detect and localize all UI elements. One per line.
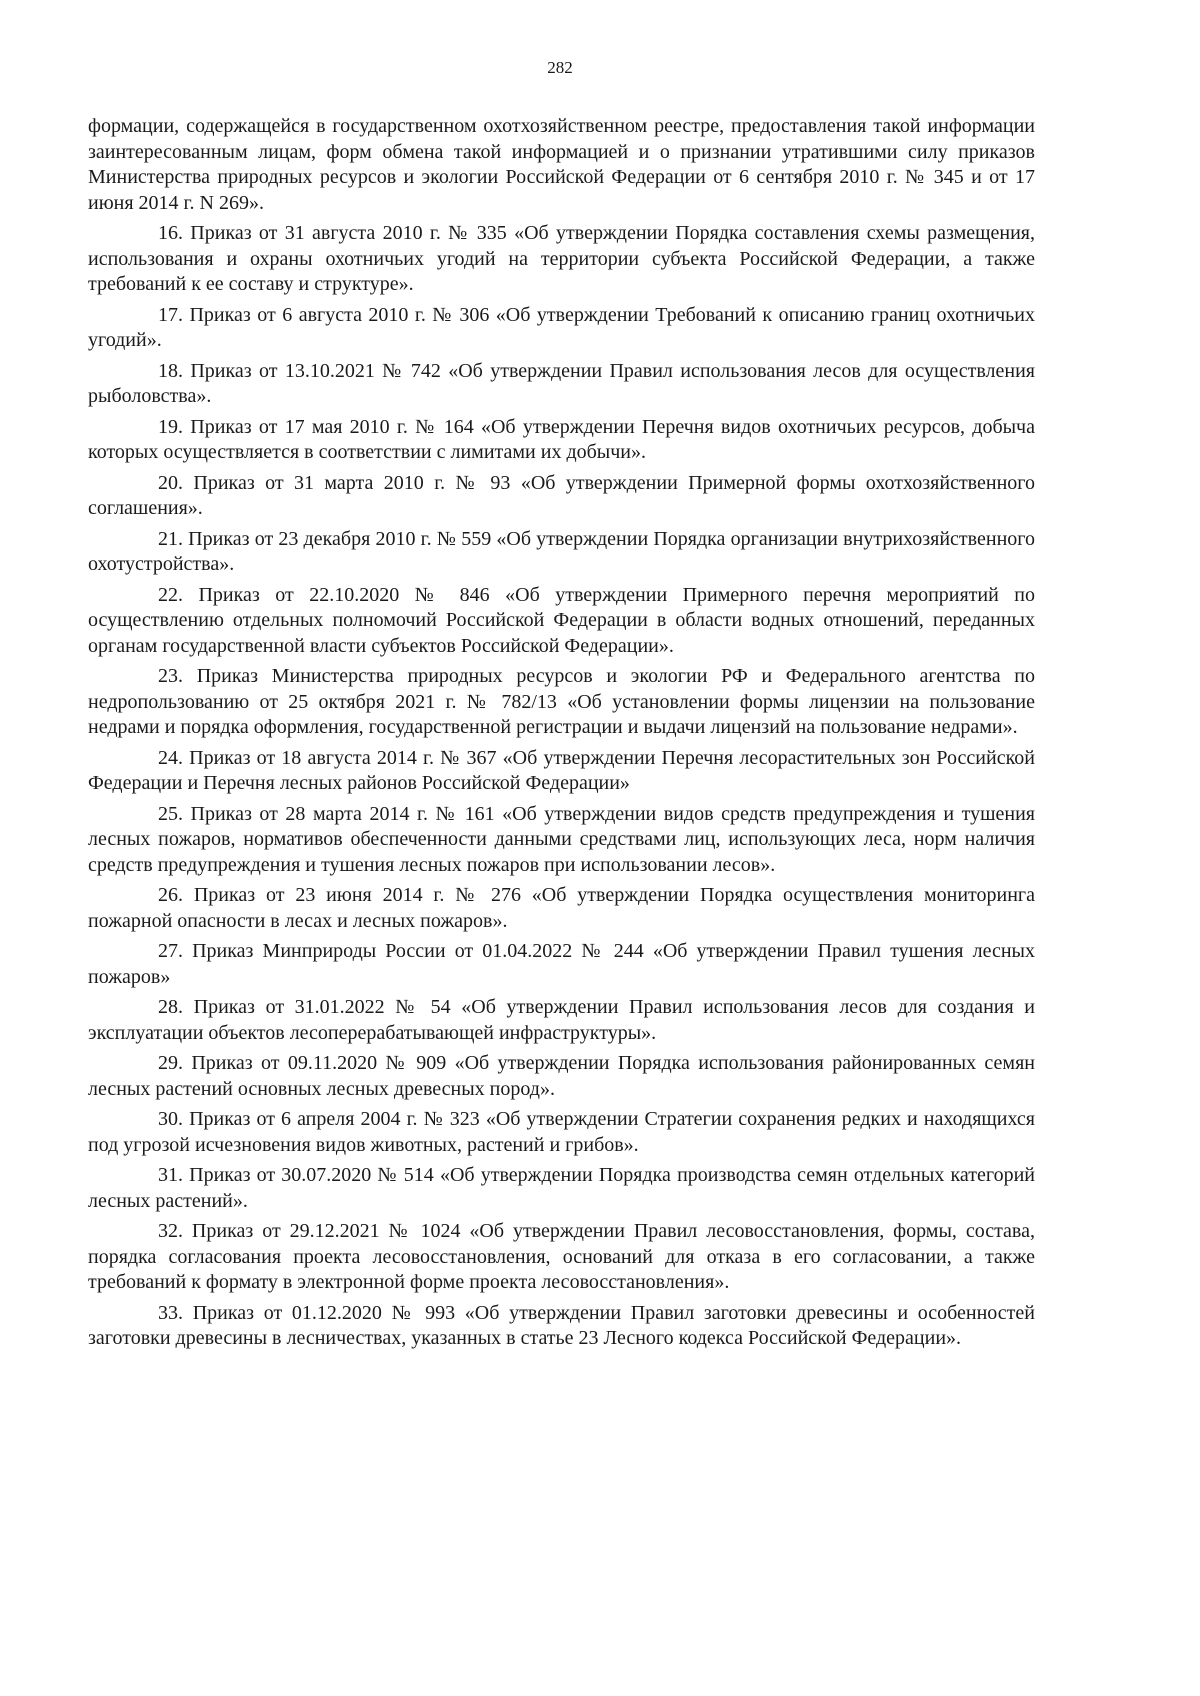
list-item-30: 30. Приказ от 6 апреля 2004 г. № 323 «Об утверждении Стратегии сохранения редких и находящихся под угрозой исчезновения видов животных, растений и грибов». [88, 1108, 1035, 1156]
list-item-29: 29. Приказ от 09.11.2020 № 909 «Об утверждении Порядка использования районированных семян лесных растений основных лесных древесных пород». [88, 1052, 1035, 1100]
list-item-19: 19. Приказ от 17 мая 2010 г. № 164 «Об утверждении Перечня видов охотничьих ресурсов, добыча которых осуществляется в соответствии с лимитами их добычи». [88, 415, 1035, 463]
list-item-31: 31. Приказ от 30.07.2020 № 514 «Об утверждении Порядка производства семян отдельных категорий лесных растений». [88, 1164, 1035, 1212]
list-item-27: 27. Приказ Минприроды России от 01.04.2022 № 244 «Об утверждении Правил тушения лесных пожаров» [88, 940, 1035, 988]
list-item-32: 32. Приказ от 29.12.2021 № 1024 «Об утверждении Правил лесовосстановления, формы, состава, порядка согласования проекта лесовосстановления, оснований для отказа в его согласовании, а также требований к формату в электронной форме проекта лесовосстановления». [88, 1220, 1035, 1293]
list-item-33: 33. Приказ от 01.12.2020 № 993 «Об утверждении Правил заготовки древесины и особенностей заготовки древесины в лесничествах, указанных в статье 23 Лесного кодекса Российской Федерации». [88, 1301, 1035, 1349]
list-item-17: 17. Приказ от 6 августа 2010 г. № 306 «Об утверждении Требований к описанию границ охотничьих угодий». [88, 303, 1035, 351]
list-item-23: 23. Приказ Министерства природных ресурсов и экологии РФ и Федерального агентства по недропользованию от 25 октября 2021 г. № 782/13 «Об установлении формы лицензии на пользование недрами и порядка оформления, государственной регистрации и выдачи лицензий на пользование недрами». [88, 665, 1035, 738]
continuation-paragraph: формации, содержащейся в государственном охотхозяйственном реестре, предоставления такой информации заинтересованным лицам, форм обмена такой информацией и о признании утратившими силу приказов Министерства природных ресурсов и экологии Российской Федерации от 6 сентября 2010 г. № 345 и от 17 июня 2014 г. N 269». [88, 115, 1035, 214]
document-body [88, 114, 1035, 1357]
list-item-22: 22. Приказ от 22.10.2020 № 846 «Об утверждении Примерного перечня мероприятий по осуществлению отдельных полномочий Российской Федерации в области водных отношений, переданных органам государственной власти субъектов Российской Федерации». [88, 583, 1035, 657]
list-item-25: 25. Приказ от 28 марта 2014 г. № 161 «Об утверждении видов средств предупреждения и тушения лесных пожаров, нормативов обеспеченности данными средствами лиц, использующих леса, норм наличия средств предупреждения и тушения лесных пожаров при использовании лесов». [88, 802, 1035, 876]
list-item-24: 24. Приказ от 18 августа 2014 г. № 367 «Об утверждении Перечня лесорастительных зон Российской Федерации и Перечня лесных районов Российской Федерации» [88, 746, 1035, 794]
list-item-26: 26. Приказ от 23 июня 2014 г. № 276 «Об утверждении Порядка осуществления мониторинга пожарной опасности в лесах и лесных пожаров». [88, 884, 1035, 932]
list-item-21: 21. Приказ от 23 декабря 2010 г. № 559 «Об утверждении Порядка организации внутрихозяйственного охотустройства». [88, 527, 1035, 575]
list-item-18: 18. Приказ от 13.10.2021 № 742 «Об утверждении Правил использования лесов для осуществления рыболовства». [88, 359, 1035, 407]
page-number: 282 [547, 58, 573, 77]
list-item-16: 16. Приказ от 31 августа 2010 г. № 335 «Об утверждении Порядка составления схемы размещения, использования и охраны охотничьих угодий на территории субъекта Российской Федерации, а также требований к ее составу и структуре». [88, 222, 1035, 295]
list-item-20: 20. Приказ от 31 марта 2010 г. № 93 «Об утверждении Примерной формы охотхозяйственного соглашения». [88, 471, 1035, 519]
list-item-28: 28. Приказ от 31.01.2022 № 54 «Об утверждении Правил использования лесов для создания и эксплуатации объектов лесоперерабатывающей инфраструктуры». [88, 996, 1035, 1044]
